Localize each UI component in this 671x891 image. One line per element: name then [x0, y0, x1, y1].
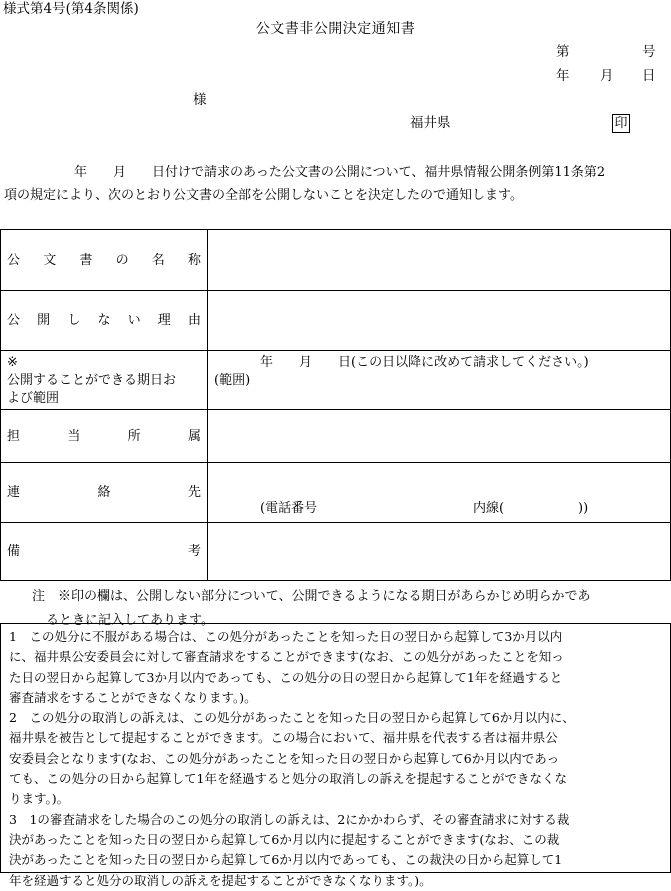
phone-close-paren: ))	[578, 501, 589, 516]
intro-paragraph	[4, 161, 668, 207]
date-month: 月	[600, 68, 614, 84]
footnote-line-1: 注 ※印の欄は、公開しない部分について、公開できるようになる期日があらかじめ明らかであ	[32, 589, 591, 604]
instruction-line: 年を経過すると処分の取消しの訴えを提起することができなくなります。)。	[9, 872, 432, 888]
value-disclosure-date[interactable]: 年 月 日(この日以降に改めて請求してください。) (範囲)	[208, 351, 671, 410]
label-disclosure-date: ※ 公開することができる期日お よび範囲	[1, 351, 208, 410]
label-document-name: 公 文 書 の 名 称	[1, 230, 208, 291]
instruction-line: に、福井県公安委員会に対して審査請求をすることができます(なお、この処分があったことを知っ	[9, 649, 564, 665]
instruction-line: 3 1の審査請求をした場合のこの処分の取消しの訴えは、2にかかわらず、その審査請求に対する裁	[9, 811, 570, 827]
table-row-document-name	[1, 230, 671, 291]
table-row-remarks	[1, 523, 671, 581]
number-prefix: 第	[556, 44, 570, 60]
instruction-line: 福井県を被告として提起することができます。この場合において、福井県を代表する者は福井県公	[9, 730, 558, 746]
label-contact: 連 絡 先	[1, 463, 208, 523]
extension-label: 内線(	[473, 501, 505, 516]
value-reason[interactable]	[208, 291, 671, 351]
decision-table	[0, 229, 671, 581]
intro-line-2: 項の規定により、次のとおり公文書の全部を公開しないことを決定したので通知します。	[4, 188, 523, 203]
label-remarks: 備 考	[1, 523, 208, 581]
instruction-line: 1 この処分に不服がある場合は、この処分があったことを知った日の翌日から起算して3か月以内	[9, 629, 563, 644]
instruction-line: 審査請求をすることができなくなります。)。	[9, 689, 257, 705]
document-title: 公文書非公開決定通知書	[255, 21, 416, 37]
phone-number-label: (電話番号	[260, 501, 318, 516]
table-row-reason	[1, 291, 671, 351]
instruction-line: ても、この処分の日から起算して1年を経過すると処分の取消しの訴えを提起することができなくな	[9, 771, 567, 787]
label-reason: 公 開 し な い 理 由	[1, 291, 208, 351]
footnote-line-2: るときに記入してあります。	[46, 613, 214, 628]
instruction-line: た日の翌日から起算して3か月以内であっても、この処分の日の翌日から起算して1年を経過すると	[9, 669, 563, 685]
date-day: 日	[642, 68, 656, 84]
recipient-honorific: 様	[193, 92, 207, 108]
date-year: 年	[556, 68, 570, 84]
instruction-line: 決があったことを知った日の翌日から起算して6か月以内に提起することができます(なお、この裁	[9, 831, 560, 847]
instruction-line: ります。)。	[9, 791, 70, 807]
value-document-name[interactable]	[208, 230, 671, 291]
instruction-line: 決があったことを知った日の翌日から起算して6か月以内であっても、この裁決の日から起算して1	[9, 852, 563, 868]
instruction-line: 2 この処分の取消しの訴えは、この処分があったことを知った日の翌日から起算して6か月以内に、	[9, 710, 575, 726]
table-row-disclosure-date	[1, 351, 671, 410]
issuer-name: 福井県	[410, 115, 451, 131]
appeal-instructions	[0, 623, 671, 888]
value-remarks[interactable]	[208, 523, 671, 581]
table-row-contact	[1, 463, 671, 523]
number-suffix: 号	[642, 44, 656, 60]
form-number: 様式第4号(第4条関係)	[3, 1, 139, 17]
seal-box: 印	[612, 114, 630, 133]
asterisk-mark: ※	[7, 355, 18, 370]
table-row-department	[1, 410, 671, 463]
instruction-line: 安委員会となります(なお、この処分があったことを知った日の翌日から起算して6か月以内であっ	[9, 750, 560, 766]
value-contact[interactable]	[208, 463, 671, 523]
intro-line-1: 年 月 日付けで請求のあった公文書の公開について、福井県情報公開条例第11条第2	[74, 165, 606, 180]
value-department[interactable]	[208, 410, 671, 463]
label-department: 担 当 所 属	[1, 410, 208, 463]
